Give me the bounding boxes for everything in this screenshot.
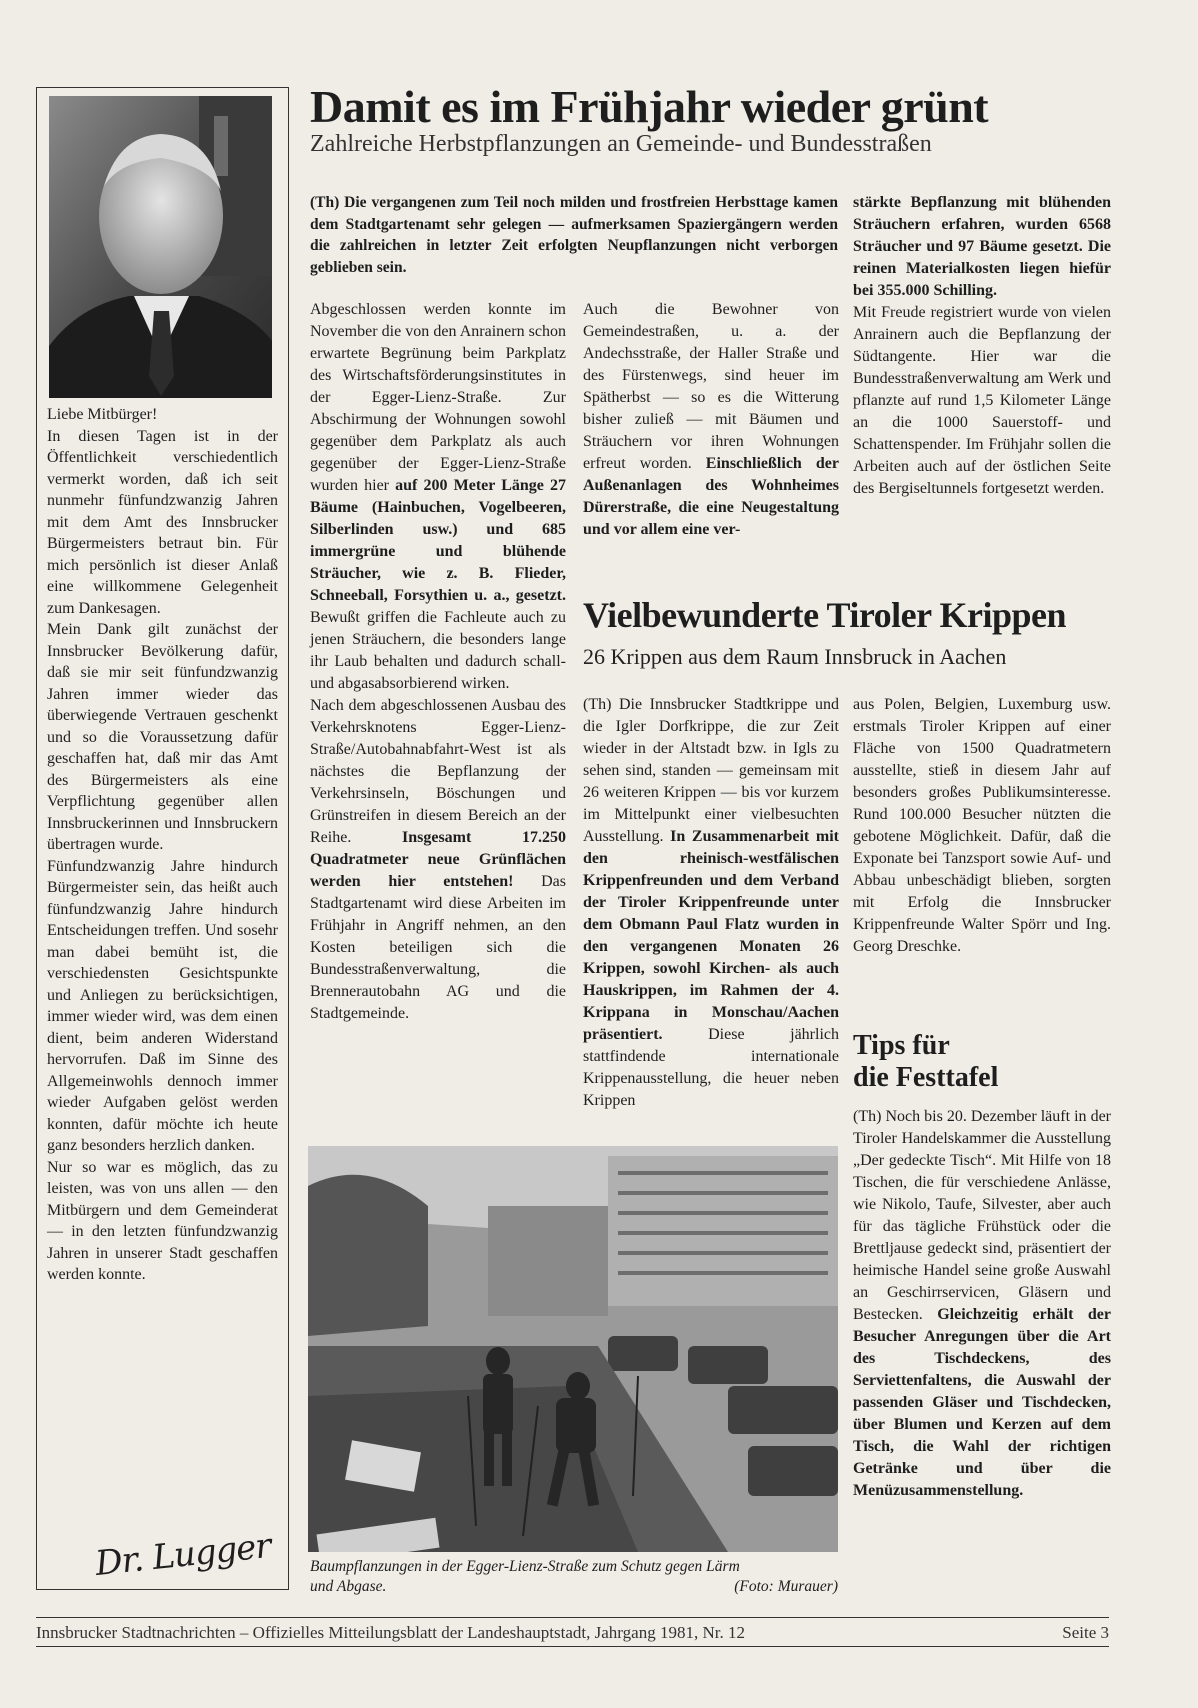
bold-text-run: Gleichzeitig erhält der Besucher Anregungen über die Art des Tischdeckens, des Serviettenfaltens, die Auswahl der passenden Gläser und Tischdecken, über Blumen und Kerzen auf dem Tisch, die Wahl der richtigen Getränke und über die Menüzusammenstellung.	[853, 1306, 1111, 1499]
tips-body	[853, 1106, 1111, 1502]
letter-paragraph: Mein Dank gilt zunächst der Innsbrucker Bevölkerung dafür, daß sie mir seit fünfundzwanzig Jahren immer wieder das überwiegende Vertrauen geschenkt und so die Voraussetzung dafür geschaffen hat, daß mir das Amt des Bürgermeisters als eine Verpflichtung gegenüber allen Innsbruckerinnen und Innsbruckern übertragen wurde.	[47, 621, 278, 853]
tips-headline-line-2: die Festtafel	[853, 1062, 999, 1093]
article-headline: Damit es im Frühjahr wieder grünt	[310, 81, 989, 132]
footer-divider-top	[36, 1617, 1109, 1618]
photo-caption-text: Baumpflanzungen in der Egger-Lienz-Straße zum Schutz gegen Lärm und Abgase.	[310, 1558, 740, 1595]
paragraph	[853, 302, 1111, 500]
text-run: Auch die Bewohner von Gemeindestraßen, u. a. der Andechsstraße, der Haller Straße und des Fürstenwegs, sind heuer im Spätherbst — so es die Witterung bisher zuließ — mit Bäumen und Sträuchern vor ihren Wohnungen erfreut worden.	[583, 301, 839, 472]
article-column-2	[583, 299, 839, 541]
footer-page-number: Seite 3	[1062, 1623, 1109, 1642]
krippen-column-2	[853, 694, 1111, 958]
article-subheadline: Zahlreiche Herbstpflanzungen an Gemeinde- und Bundesstraßen	[310, 131, 932, 157]
mayor-signature: Dr. Lugger	[93, 1525, 273, 1585]
bold-text-run: stärkte Bepflanzung mit blühenden Sträuchern erfahren, wurden 6568 Sträucher und 97 Bäume gesetzt. Die reinen Materialkosten liegen hiefür bei 355.000 Schilling.	[853, 194, 1111, 299]
paragraph	[583, 694, 839, 1112]
text-run: Abgeschlossen werden konnte im November die von den Anrainern schon erwartete Begrünung beim Parkplatz des Wirtschaftsförderungsinstitutes in der Egger-Lienz-Straße. Zur Abschirmung der Wohnungen sowohl gegenüber dem Parkplatz als auch gegenüber der Egger-Lienz-Straße wurden hier	[310, 301, 566, 494]
article-column-3	[853, 192, 1111, 500]
bold-text-run: Einschließlich der Außenanlagen des Wohnheimes Dürerstraße, die eine Neugestaltung und vor allem eine ver-	[583, 455, 840, 538]
paragraph	[583, 299, 839, 541]
paragraph	[853, 1106, 1111, 1502]
paragraph	[310, 299, 566, 695]
letter-salutation: Liebe Mitbürger!	[47, 406, 158, 423]
text-run: (Th) Noch bis 20. Dezember läuft in der Tiroler Handelskammer die Ausstellung „Der gedeckte Tisch“. Mit Hilfe von 18 Tischen, die für verschiedene Anlässe, wie Nikolo, Taufe, Silvester, aber auch für das tägliche Frühstück oder die Brettljause gedeckt sind, präsentiert der heimische Handel seine große Auswahl an Geschirrservicen, Gläsern und Bestecken.	[853, 1108, 1111, 1323]
paragraph	[310, 695, 566, 1025]
text-run: Bewußt griffen die Fachleute auch zu jenen Sträuchern, die besonders lange ihr Laub behalten und dadurch schall- und abgasabsorbierend wirken.	[310, 609, 566, 692]
tips-headline-line-1: Tips für	[853, 1030, 950, 1061]
text-run: Diese jährlich stattfindende internationale Krippenausstellung, die heuer neben Krippen	[583, 1026, 839, 1109]
text-run: (Th) Die Innsbrucker Stadtkrippe und die Igler Dorfkrippe, die zur Zeit wieder in der Altstadt bzw. in Igls zu sehen sind, standen — gemeinsam mit 26 weiteren Krippen — bis vor kurzem im Mittelpunkt einer vielbesuchten Ausstellung.	[583, 696, 839, 845]
letter-paragraph: Nur so war es möglich, das zu leisten, was von uns allen — den Mitbürgern und dem Gemeinderat — in den letzten fünfundzwanzig Jahren in unserer Stadt geschaffen werden konnte.	[47, 1158, 278, 1283]
mayor-letter-text	[47, 404, 278, 1286]
krippen-subheadline: 26 Krippen aus dem Raum Innsbruck in Aachen	[583, 644, 1007, 669]
mayor-portrait-photo	[49, 96, 272, 398]
text-run: Das Stadtgartenamt wird diese Arbeiten im Frühjahr in Angriff nehmen, an den Kosten beteiligen sich die Bundesstraßenverwaltung, die Brennerautobahn AG und die Stadtgemeinde.	[310, 873, 566, 1022]
footer-divider-bottom	[36, 1646, 1109, 1647]
letter-paragraph: In diesen Tagen ist in der Öffentlichkeit verschiedentlich vermerkt worden, daß ich seit nunmehr fünfundzwanzig Jahren mit dem Amt des Innsbrucker Bürgermeisters betraut bin. Für mich persönlich ist dieser Anlaß eine willkommene Gelegenheit zum Dankesagen.	[47, 427, 278, 617]
bold-text-run: auf 200 Meter Länge 27 Bäume (Hainbuchen, Vogelbeeren, Silberlinden usw.) und 685 immergrüne und blühende Sträucher, wie z. B. Flieder, Schneeball, Forsythien u. a., gesetzt.	[310, 477, 566, 604]
tips-headline	[853, 1030, 998, 1094]
bold-text-run: In Zusammenarbeit mit den rheinisch-westfälischen Krippenfreunden und dem Verband der Tiroler Krippenfreunde unter dem Obmann Paul Flatz wurden in den vergangenen Monaten 26 Krippen, sowohl Kirchen- als auch Hauskrippen, im Rahmen der 4. Krippana in Monschau/Aachen präsentiert.	[583, 828, 839, 1043]
text-run: aus Polen, Belgien, Luxemburg usw. erstmals Tiroler Krippen auf einer Fläche von 1500 Quadratmetern ausstellte, stieß in diesem Jahr auf besonders großes Publikumsinteresse. Rund 100.000 Besucher nützten die gebotene Möglichkeit. Dafür, daß die Exponate bei Tanzsport sowie Auf- und Abbau unbeschädigt blieben, sorgten mit Erfolg die Innsbrucker Krippenfreunde Walter Spörr und Ing. Georg Dreschke.	[853, 696, 1111, 955]
text-run: Nach dem abgeschlossenen Ausbau des Verkehrsknotens Egger-Lienz-Straße/Autobahnabfahrt-West ist als nächstes die Bepflanzung der Verkehrsinseln, Böschungen und Grünstreifen in diesem Bereich an der Reihe.	[310, 697, 566, 846]
bold-text-run: Insgesamt 17.250 Quadratmeter neue Grünflächen werden hier entstehen!	[310, 829, 566, 890]
photo-credit: (Foto: Murauer)	[734, 1578, 838, 1595]
photo-caption	[310, 1557, 838, 1597]
article-lead: (Th) Die vergangenen zum Teil noch milden und frostfreien Herbsttage kamen dem Stadtgartenamt sehr gelegen — aufmerksamen Spaziergängern werden die zahlreichen in letzter Zeit erfolgten Neupflanzungen nicht verborgen geblieben sein.	[310, 194, 838, 276]
krippen-column-1	[583, 694, 839, 1112]
footer-publication: Innsbrucker Stadtnachrichten – Offizielles Mitteilungsblatt der Landeshauptstadt, Jahrgang 1981, Nr. 12	[36, 1623, 745, 1642]
letter-paragraph: Fünfundzwanzig Jahre hindurch Bürgermeister sein, das heißt auch fünfundzwanzig Jahre hindurch Entscheidungen treffen. Und sosehr man dabei bemüht ist, die verschiedensten Gesichtspunkte und Anliegen zu berücksichtigen, immer wieder wird, was dem einen dient, beim anderen Widerstand hervorrufen. Daß im Sinne des Allgemeinwohls dennoch immer wieder Aufgaben gelöst werden konnten, dafür möchte ich heute ganz besonders herzlich danken.	[47, 857, 278, 1154]
paragraph	[853, 192, 1111, 302]
paragraph	[853, 694, 1111, 958]
tree-planting-photo	[308, 1146, 838, 1552]
article-column-1	[310, 299, 566, 1025]
krippen-headline: Vielbewunderte Tiroler Krippen	[583, 595, 1067, 635]
text-run: Mit Freude registriert wurde von vielen Anrainern auch die Bepflanzung der Südtangente. Hier war die Bundesstraßenverwaltung am Werk und pflanzte auf rund 1,5 Kilometer Länge an die 1000 Sauerstoff- und Schattenspender. Im Frühjahr sollen die Arbeiten auch auf der östlichen Seite des Bergiseltunnels fortgesetzt werden.	[853, 304, 1111, 497]
